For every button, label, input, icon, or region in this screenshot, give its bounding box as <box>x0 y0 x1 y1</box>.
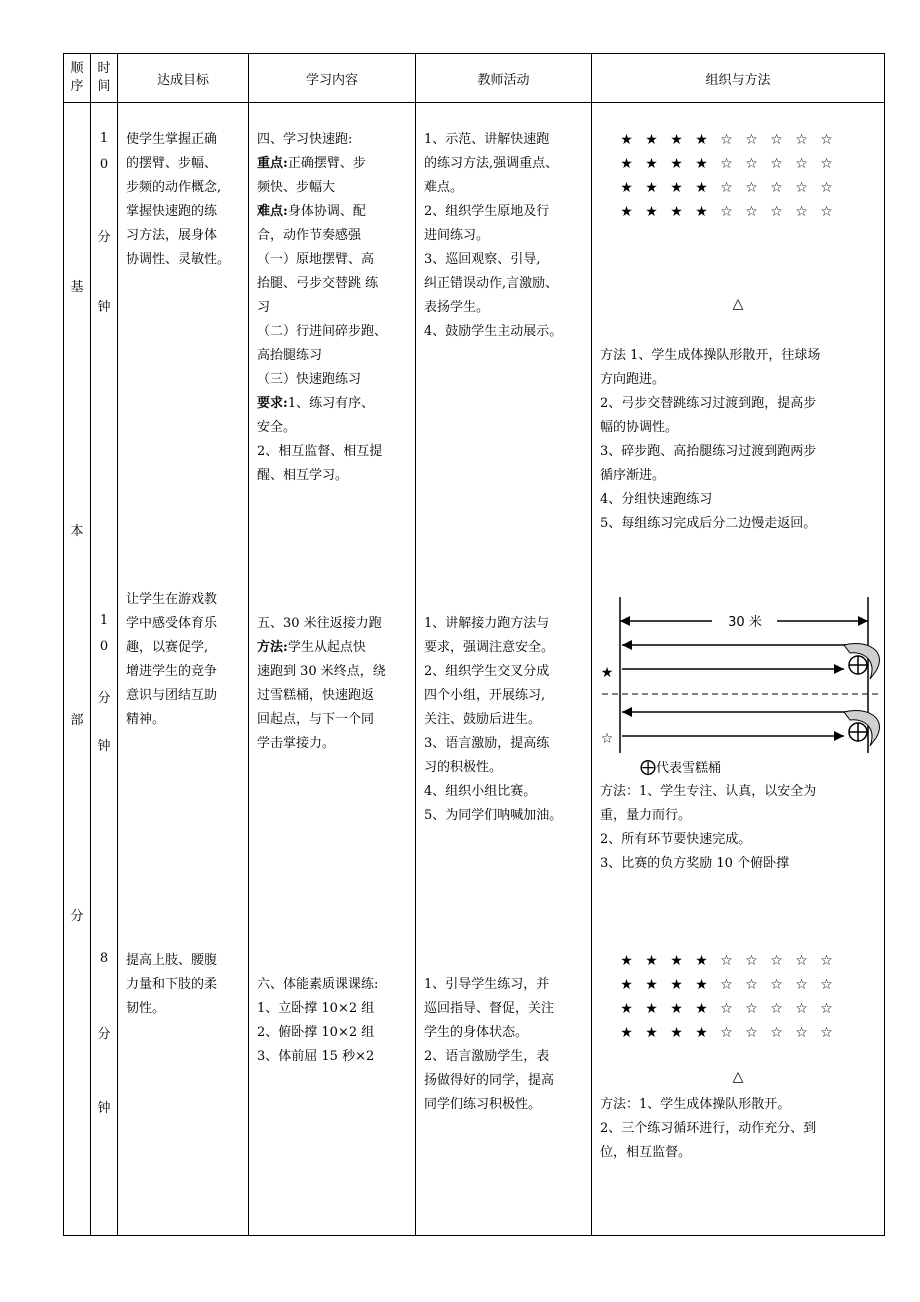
relay-diagram <box>592 597 885 757</box>
formation-row <box>614 128 839 152</box>
content-keyword: 重点: <box>257 156 288 171</box>
content-line <box>257 1021 407 1045</box>
time-char: 0 <box>99 639 109 654</box>
time-char: 分 <box>97 1027 111 1042</box>
header-content: 学习内容 <box>249 54 416 103</box>
header-row <box>64 54 885 103</box>
formation-row <box>614 973 839 997</box>
teacher-line: 2、组织学生交叉分成 <box>424 664 550 679</box>
content-cell <box>249 103 416 1236</box>
student-filled-star-icon: ★ <box>645 1025 658 1041</box>
student-hollow-star-icon: ☆ <box>745 180 758 196</box>
header-order: 顺序 <box>64 54 91 103</box>
teacher-line: 关注、鼓励后进生。 <box>424 712 542 727</box>
goal-cell <box>118 103 249 1236</box>
student-filled-star-icon: ★ <box>695 132 708 148</box>
goal-text-2 <box>118 588 248 732</box>
content-keyword: 难点: <box>257 204 288 219</box>
body-row <box>64 103 885 1236</box>
content-text-3 <box>249 973 415 1069</box>
student-hollow-star-icon: ☆ <box>795 132 808 148</box>
time-cell <box>91 103 118 1236</box>
part-label-char: 部 <box>70 713 84 728</box>
student-hollow-star-icon: ☆ <box>770 977 783 993</box>
content-line <box>257 296 407 320</box>
student-filled-star-icon: ★ <box>695 1025 708 1041</box>
time-char: 钟 <box>97 300 111 315</box>
content-line-text: 1、练习有序、 <box>287 396 375 411</box>
content-line-text: 醒、相互学习。 <box>257 468 349 483</box>
teacher-cell <box>416 103 592 1236</box>
content-line-text: 速跑到 30 米终点，绕 <box>257 664 386 679</box>
content-line-text: 安全。 <box>257 420 297 435</box>
content-line-text: 过雪糕桶，快速跑返 <box>257 688 375 703</box>
content-line <box>257 344 407 368</box>
student-hollow-star-icon: ☆ <box>720 204 733 220</box>
content-line-text: 2、相互监督、相互提 <box>257 444 383 459</box>
student-filled-star-icon: ★ <box>620 953 633 969</box>
content-line <box>257 200 407 224</box>
student-hollow-star-icon: ☆ <box>820 204 833 220</box>
content-line-text: 高抬腿练习 <box>257 348 323 363</box>
student-hollow-star-icon: ☆ <box>820 977 833 993</box>
method-line: 幅的协调性。 <box>600 420 679 435</box>
teacher-line: 纠正错误动作,言激励、 <box>424 276 559 291</box>
time-char: 钟 <box>97 1101 111 1116</box>
student-filled-star-icon: ★ <box>620 204 633 220</box>
teacher-line: 1、讲解接力跑方法与 <box>424 616 550 631</box>
student-filled-star-icon: ★ <box>620 1001 633 1017</box>
time-char: 分 <box>97 230 111 245</box>
student-filled-star-icon: ★ <box>695 977 708 993</box>
goal-text-3 <box>118 949 248 1021</box>
student-hollow-star-icon: ☆ <box>795 180 808 196</box>
goal-line: 提高上肢、腰腹 <box>126 953 218 968</box>
content-line-text: 1、立卧撑 10×2 组 <box>257 1001 375 1016</box>
teacher-line: 2、语言激励学生，表 <box>424 1049 550 1064</box>
header-org: 组织与方法 <box>592 54 885 103</box>
content-line <box>257 997 407 1021</box>
student-filled-star-icon: ★ <box>620 1025 633 1041</box>
student-hollow-star-icon: ☆ <box>720 156 733 172</box>
method-text-3 <box>592 1093 884 1165</box>
student-filled-star-icon: ★ <box>645 204 658 220</box>
goal-line: 精神。 <box>126 712 166 727</box>
goal-line: 力量和下肢的柔 <box>126 977 218 992</box>
time-char: 0 <box>99 157 109 172</box>
teacher-line: 进间练习。 <box>424 228 490 243</box>
teacher-line: 难点。 <box>424 180 464 195</box>
method-line: 2、所有环节要快速完成。 <box>600 832 752 847</box>
student-filled-star-icon: ★ <box>645 132 658 148</box>
student-filled-star-icon: ★ <box>670 132 683 148</box>
header-time: 时间 <box>91 54 118 103</box>
relay-diagram-svg <box>592 597 885 757</box>
part-label-char: 分 <box>70 909 84 924</box>
content-line-text: 习 <box>257 300 271 315</box>
content-line-text: 学击掌接力。 <box>257 736 336 751</box>
formation-row <box>614 176 839 200</box>
teacher-line: 巡回指导、督促，关注 <box>424 1001 555 1016</box>
goal-line: 学中感受体育乐 <box>126 616 218 631</box>
teacher-line: 3、巡回观察、引导, <box>424 252 541 267</box>
student-hollow-star-icon: ☆ <box>720 132 733 148</box>
student-hollow-star-icon: ☆ <box>770 132 783 148</box>
content-line-text: 回起点，与下一个同 <box>257 712 375 727</box>
student-hollow-star-icon: ☆ <box>795 204 808 220</box>
content-line-text: 学生从起点快 <box>287 640 366 655</box>
cone-icon-bottom <box>844 710 879 746</box>
student-filled-star-icon: ★ <box>620 180 633 196</box>
teacher-line: 表扬学生。 <box>424 300 490 315</box>
formation-3 <box>614 949 839 1045</box>
part-label-char: 本 <box>70 524 84 539</box>
student-filled-star-icon: ★ <box>645 180 658 196</box>
content-line-text: 五、30 米往返接力跑 <box>257 616 382 631</box>
student-hollow-star-icon: ☆ <box>795 156 808 172</box>
content-line-text: 合，动作节奏感强 <box>257 228 362 243</box>
content-line <box>257 128 407 152</box>
student-hollow-star-icon: ☆ <box>720 977 733 993</box>
teacher-line: 四个小组，开展练习, <box>424 688 546 703</box>
team-a-star-icon: ★ <box>600 665 614 681</box>
student-hollow-star-icon: ☆ <box>770 953 783 969</box>
content-line <box>257 176 407 200</box>
formation-1 <box>614 128 839 224</box>
content-line-text: 抬腿、弓步交替跳 练 <box>257 276 379 291</box>
student-hollow-star-icon: ☆ <box>795 953 808 969</box>
content-line <box>257 973 407 997</box>
student-hollow-star-icon: ☆ <box>770 204 783 220</box>
content-line <box>257 636 407 660</box>
formation-row <box>614 997 839 1021</box>
teacher-triangle-icon: △ <box>732 296 744 312</box>
method-line: 2、弓步交替跳练习过渡到跑，提高步 <box>600 396 817 411</box>
time-char: 钟 <box>97 739 111 754</box>
content-line-text: （三）快速跑练习 <box>257 372 362 387</box>
student-hollow-star-icon: ☆ <box>745 953 758 969</box>
student-hollow-star-icon: ☆ <box>745 1001 758 1017</box>
student-hollow-star-icon: ☆ <box>720 1001 733 1017</box>
student-hollow-star-icon: ☆ <box>770 1001 783 1017</box>
goal-line: 趣，以赛促学, <box>126 640 209 655</box>
content-line <box>257 368 407 392</box>
method-line: 重，量力而行。 <box>600 808 692 823</box>
content-line <box>257 464 407 488</box>
teacher-text-1 <box>416 128 591 344</box>
org-cell <box>592 103 885 1236</box>
goal-line: 掌握快速跑的练 <box>126 204 218 219</box>
content-line-text: 四、学习快速跑: <box>257 132 353 147</box>
student-filled-star-icon: ★ <box>695 953 708 969</box>
student-filled-star-icon: ★ <box>670 1001 683 1017</box>
student-filled-star-icon: ★ <box>670 204 683 220</box>
content-line-text: 2、俯卧撑 10×2 组 <box>257 1025 375 1040</box>
content-line-text: 频快、步幅大 <box>257 180 336 195</box>
cone-icon-top <box>844 643 879 679</box>
content-line <box>257 152 407 176</box>
teacher-triangle-icon: △ <box>732 1069 744 1085</box>
lesson-table <box>63 53 885 1236</box>
student-filled-star-icon: ★ <box>695 180 708 196</box>
teacher-line: 学生的身体状态。 <box>424 1025 529 1040</box>
teacher-line: 习的积极性。 <box>424 760 503 775</box>
content-text-2 <box>249 612 415 756</box>
formation-row <box>614 152 839 176</box>
cone-legend-label: 代表雪糕桶 <box>656 761 722 776</box>
goal-line: 意识与团结互助 <box>126 688 218 703</box>
goal-line: 习方法，展身体 <box>126 228 218 243</box>
content-line <box>257 248 407 272</box>
student-hollow-star-icon: ☆ <box>770 1025 783 1041</box>
part-label-cell <box>64 103 91 1236</box>
student-hollow-star-icon: ☆ <box>770 180 783 196</box>
student-filled-star-icon: ★ <box>670 156 683 172</box>
goal-line: 步频的动作概念, <box>126 180 222 195</box>
content-line <box>257 224 407 248</box>
content-line <box>257 416 407 440</box>
content-line <box>257 1045 407 1069</box>
method-line: 方法 1、学生成体操队形散开，往球场 <box>600 348 821 363</box>
content-line <box>257 708 407 732</box>
teacher-line: 1、引导学生练习，并 <box>424 977 550 992</box>
student-filled-star-icon: ★ <box>645 953 658 969</box>
student-filled-star-icon: ★ <box>620 132 633 148</box>
header-teacher: 教师活动 <box>416 54 592 103</box>
student-filled-star-icon: ★ <box>645 1001 658 1017</box>
student-hollow-star-icon: ☆ <box>745 977 758 993</box>
student-hollow-star-icon: ☆ <box>820 1025 833 1041</box>
student-hollow-star-icon: ☆ <box>745 204 758 220</box>
method-line: 位，相互监督。 <box>600 1145 692 1160</box>
student-filled-star-icon: ★ <box>670 1025 683 1041</box>
method-line: 方向跑进。 <box>600 372 666 387</box>
student-hollow-star-icon: ☆ <box>795 1001 808 1017</box>
method-line: 循序渐进。 <box>600 468 666 483</box>
content-line-text: （一）原地摆臂、高 <box>257 252 375 267</box>
method-line: 3、碎步跑、高抬腿练习过渡到跑两步 <box>600 444 817 459</box>
teacher-text-2 <box>416 612 591 828</box>
content-line <box>257 684 407 708</box>
cone-legend <box>640 756 721 780</box>
student-hollow-star-icon: ☆ <box>745 132 758 148</box>
header-goal: 达成目标 <box>118 54 249 103</box>
student-filled-star-icon: ★ <box>695 1001 708 1017</box>
goal-line: 的摆臂、步幅、 <box>126 156 218 171</box>
method-text-1 <box>592 344 884 536</box>
distance-label: 30 米 <box>728 615 762 630</box>
formation-row <box>614 949 839 973</box>
student-filled-star-icon: ★ <box>695 204 708 220</box>
student-hollow-star-icon: ☆ <box>795 1025 808 1041</box>
student-filled-star-icon: ★ <box>695 156 708 172</box>
content-line-text: 六、体能素质课课练: <box>257 977 379 992</box>
content-keyword: 方法: <box>257 640 288 655</box>
student-filled-star-icon: ★ <box>620 156 633 172</box>
content-line <box>257 612 407 636</box>
cone-legend-icon: ⨁ <box>640 757 656 776</box>
student-hollow-star-icon: ☆ <box>720 953 733 969</box>
time-char: 8 <box>99 951 109 966</box>
student-hollow-star-icon: ☆ <box>820 132 833 148</box>
method-line: 方法：1、学生成体操队形散开。 <box>600 1097 791 1112</box>
teacher-line: 2、组织学生原地及行 <box>424 204 550 219</box>
content-line <box>257 392 407 416</box>
student-filled-star-icon: ★ <box>670 180 683 196</box>
student-hollow-star-icon: ☆ <box>795 977 808 993</box>
time-char: 分 <box>97 691 111 706</box>
student-hollow-star-icon: ☆ <box>820 1001 833 1017</box>
teacher-line: 扬做得好的同学，提高 <box>424 1073 555 1088</box>
content-line <box>257 440 407 464</box>
team-b-star-icon: ☆ <box>600 731 614 747</box>
teacher-line: 3、语言激励，提高练 <box>424 736 550 751</box>
goal-line: 让学生在游戏教 <box>126 592 218 607</box>
content-line-text: 3、体前屈 15 秒×2 <box>257 1049 375 1064</box>
teacher-line: 的练习方法,强调重点、 <box>424 156 559 171</box>
student-hollow-star-icon: ☆ <box>720 180 733 196</box>
teacher-text-3 <box>416 973 591 1117</box>
goal-line: 增进学生的竞争 <box>126 664 218 679</box>
student-filled-star-icon: ★ <box>645 977 658 993</box>
student-hollow-star-icon: ☆ <box>770 156 783 172</box>
formation-row <box>614 200 839 224</box>
content-line-text: 正确摆臂、步 <box>287 156 366 171</box>
goal-line: 使学生掌握正确 <box>126 132 218 147</box>
teacher-line: 4、鼓励学生主动展示。 <box>424 324 563 339</box>
goal-line: 韧性。 <box>126 1001 166 1016</box>
student-hollow-star-icon: ☆ <box>745 1025 758 1041</box>
time-char: 1 <box>99 131 109 146</box>
student-filled-star-icon: ★ <box>620 977 633 993</box>
content-line <box>257 660 407 684</box>
content-text-1 <box>249 128 415 488</box>
content-line <box>257 272 407 296</box>
content-line <box>257 320 407 344</box>
teacher-line: 4、组织小组比赛。 <box>424 784 537 799</box>
content-line-text: （二）行进间碎步跑、 <box>257 324 388 339</box>
content-line <box>257 732 407 756</box>
student-hollow-star-icon: ☆ <box>820 180 833 196</box>
method-line: 2、三个练习循环进行，动作充分、到 <box>600 1121 817 1136</box>
teacher-line: 1、示范、讲解快速跑 <box>424 132 550 147</box>
teacher-line: 同学们练习积极性。 <box>424 1097 542 1112</box>
method-text-2 <box>592 780 884 876</box>
formation-row <box>614 1021 839 1045</box>
student-hollow-star-icon: ☆ <box>720 1025 733 1041</box>
method-line: 5、每组练习完成后分二边慢走返回。 <box>600 516 817 531</box>
time-char: 1 <box>99 613 109 628</box>
goal-text-1 <box>118 128 248 272</box>
student-filled-star-icon: ★ <box>670 977 683 993</box>
teacher-line: 要求，强调注意安全。 <box>424 640 555 655</box>
part-label-char: 基 <box>70 280 84 295</box>
student-filled-star-icon: ★ <box>670 953 683 969</box>
goal-line: 协调性、灵敏性。 <box>126 252 231 267</box>
student-hollow-star-icon: ☆ <box>820 156 833 172</box>
student-hollow-star-icon: ☆ <box>820 953 833 969</box>
content-keyword: 要求: <box>257 396 288 411</box>
content-line-text: 身体协调、配 <box>287 204 366 219</box>
method-line: 3、比赛的负方奖励 10 个俯卧撑 <box>600 856 790 871</box>
method-line: 方法：1、学生专注、认真，以安全为 <box>600 784 817 799</box>
teacher-line: 5、为同学们呐喊加油。 <box>424 808 563 823</box>
method-line: 4、分组快速跑练习 <box>600 492 713 507</box>
student-filled-star-icon: ★ <box>645 156 658 172</box>
student-hollow-star-icon: ☆ <box>745 156 758 172</box>
